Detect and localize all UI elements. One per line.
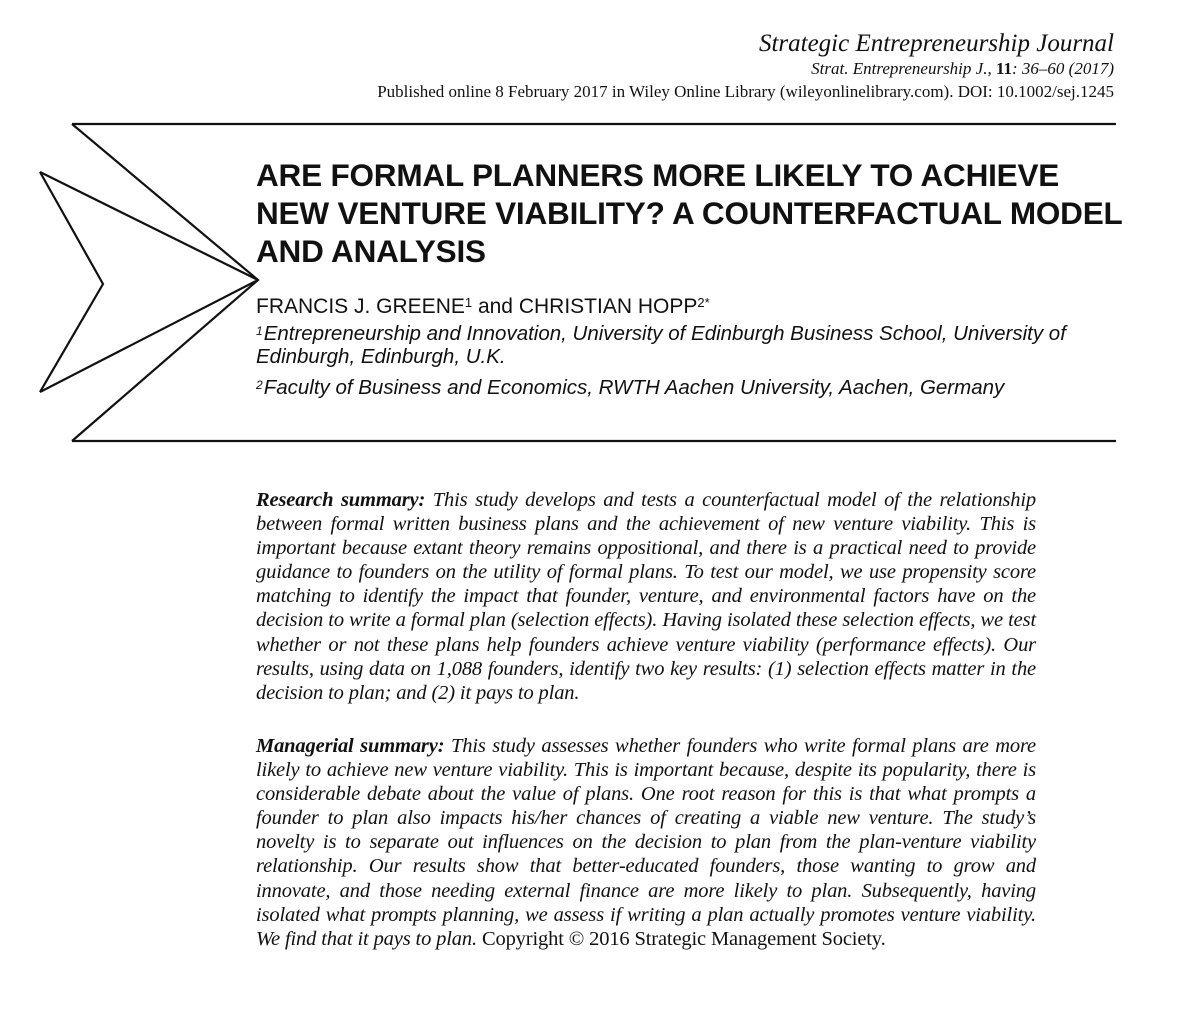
affiliation-1	[256, 322, 1116, 368]
author-2-affiliation-mark: 2*	[697, 295, 710, 310]
author-line	[256, 294, 710, 320]
citation-volume: 11	[995, 59, 1013, 78]
research-summary-label: Research summary:	[256, 489, 426, 511]
citation-abbrev: Strat. Entrepreneurship J.,	[811, 59, 992, 78]
author-1-name: FRANCIS J. GREENE	[256, 295, 465, 318]
affiliation-1-mark: 1	[256, 324, 263, 338]
inner-chevron-line	[40, 172, 103, 392]
copyright-notice: Copyright © 2016 Strategic Management Society.	[481, 927, 886, 950]
managerial-summary-paragraph	[256, 734, 1036, 951]
research-summary-text: This study develops and tests a counterfactual model of the relationship between formal written business plans and the achievement of new venture viability. This is important because extant theory remains oppositional, and there is a practical need to provide guidance to founders on the utility of formal plans. To test our model, we use propensity score matching to identify the impact that founder, venture, and environmental factors have on the decision to write a formal plan (selection effects). Having isolated these selection effects, we test whether or not these plans help founders achieve venture viability (performance effects). Our results, using data on 1,088 founders, identify two key results: (1) selection effects matter in the decision to plan; and (2) it pays to plan.	[256, 489, 1037, 704]
affiliation-1-text: Entrepreneurship and Innovation, University of Edinburgh Business School, University of Edinburgh, Edinburgh, U.K.	[256, 322, 1066, 368]
outer-chevron-line	[72, 124, 258, 441]
author-2-name: CHRISTIAN HOPP	[518, 295, 698, 318]
journal-citation	[377, 58, 1114, 80]
article-title: ARE FORMAL PLANNERS MORE LIKELY TO ACHIEVE NEW VENTURE VIABILITY? A COUNTERFACTUAL MODEL AND ANALYSIS	[256, 157, 1123, 269]
research-summary-paragraph	[256, 488, 1036, 705]
affiliation-2-mark: 2	[256, 378, 263, 392]
affiliation-2-text: Faculty of Business and Economics, RWTH Aachen University, Aachen, Germany	[263, 376, 1005, 399]
affiliation-2	[256, 376, 1116, 399]
author-join: and	[472, 295, 519, 318]
author-1-affiliation-mark: 1	[464, 295, 473, 310]
managerial-summary-label: Managerial summary:	[256, 735, 445, 757]
journal-header	[377, 30, 1114, 104]
journal-name: Strategic Entrepreneurship Journal	[758, 30, 1114, 57]
citation-pages-year: : 36–60 (2017)	[1012, 59, 1114, 78]
managerial-summary-text: This study assesses whether founders who write formal plans are more likely to achieve new venture viability. This is important because, despite its popularity, there is considerable debate about the value of plans. One root reason for this is that what prompts a founder to plan also impacts his/her chances of creating a viable new venture. The study’s novelty is to separate out influences on the decision to plan from the plan-venture viability relationship. Our results show that better-educated founders, those wanting to grow and innovate, and those needing external finance are more likely to plan. Subsequently, having isolated what prompts planning, we assess if writing a plan actually promotes venture viability. We find that it pays to plan.	[256, 735, 1036, 950]
published-online-line: Published online 8 February 2017 in Wiley Online Library (wileyonlinelibrary.com). DOI: 10.1002/sej.1245	[377, 82, 1114, 101]
